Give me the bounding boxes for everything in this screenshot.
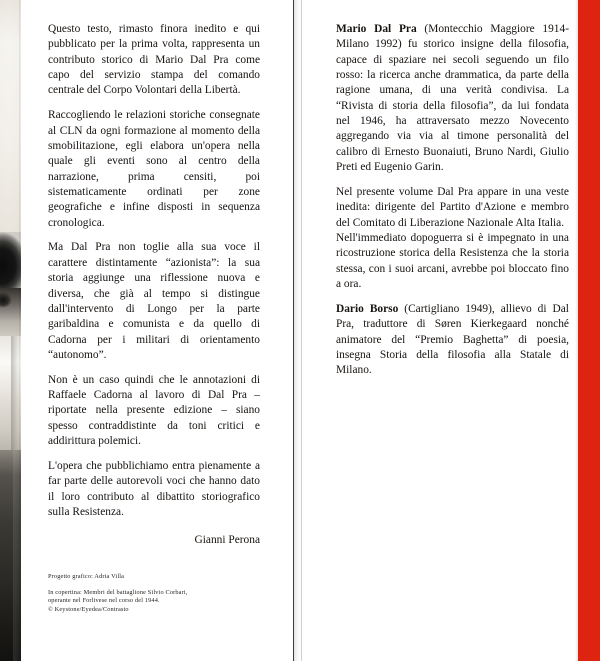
colophon-credits — [48, 573, 298, 614]
photo-partisan-face-region — [0, 288, 21, 342]
credit-cover-photo — [48, 589, 298, 615]
bio-borso-body: (Cartigliano 1949), allievo di Dal Pra, traduttore di Søren Kierkegaard nonché animatore del “Premio Baghetta” di poesia, insegna Storia della filosofia alla Statale di Milano. — [336, 302, 569, 377]
spine-fold-shadow — [294, 0, 304, 661]
credit-cover-photo-line-1: In copertina: Membri del battaglione Silvio Corbari, — [48, 588, 188, 596]
blurb-paragraph-2: Raccogliendo le relazioni storiche consegnate al CLN da ogni formazione al momento della smobilitazione, egli elabora un'opera nella quale gli eventi sono al centro della narrazione, prima censiti, poi sistematicamente ordinati per zone geografiche e infine disposti in sequenza cronologica. — [48, 109, 260, 229]
red-accent-band — [578, 0, 600, 661]
credit-graphic-design: Progetto grafico: Adria Villa — [48, 573, 125, 580]
cover-photograph-strip — [0, 0, 21, 661]
photo-partisan-trousers-region — [0, 450, 21, 661]
photo-partisan-shirt-region — [0, 336, 21, 456]
spine-fold-line-secondary — [301, 0, 302, 661]
bio-dal-pra-paragraph-3: Nell'immediato dopoguerra si è impegnato in una ricostruzione storica della Resistenza che la storia stessa, con i suoi arcani, avrebbe poi bloccato fino a ora. — [336, 231, 569, 290]
author-bios-column — [336, 22, 569, 379]
bio-dal-pra-body-1: (Montecchio Maggiore 1914-Milano 1992) fu storico insigne della filosofia, capace di spaziare nei secoli seguendo un filo rosso: la ricerca anche drammatica, da parte della ragione umana, di una verità condivisa. La “Rivista di storia della filosofia”, da lui fondata nel 1946, ha attraversato mezzo Novecento aggregando via via al timone personalità del calibro di Ernesto Buonaiuti, Bruno Nardi, Giulio Preti ed Eugenio Garin. — [336, 23, 569, 174]
bio-borso-paragraph — [336, 302, 569, 379]
bio-dal-pra-paragraph-2: Nel presente volume Dal Pra appare in una veste inedita: dirigente del Partito d'Azione e membro del Comitato di Liberazione Nazionale Alta Italia. — [336, 185, 569, 229]
credit-copyright: © Keystone/Eyedea/Contrasto — [48, 605, 129, 613]
blurb-paragraph-5: L'opera che pubblichiamo entra pienamente a far parte delle autorevoli voci che hanno dato il loro contributo al dibattito storiografico sulla Resistenza. — [48, 459, 260, 518]
photo-background-region — [0, 0, 21, 236]
blurb-paragraph-1: Questo testo, rimasto finora inedito e qui pubblicato per la prima volta, rappresenta un contributo storico di Mario Dal Pra come capo del servizio stampa del comando centrale del Corpo Volontari della Libertà. — [48, 23, 260, 97]
credit-cover-photo-line-2: operante nel Forlivese nel corso del 1944. — [48, 597, 160, 605]
bio-dal-pra-name: Mario Dal Pra — [336, 23, 417, 35]
blurb-column — [48, 22, 260, 549]
photo-strip-edge — [19, 0, 21, 661]
bio-dal-pra-paragraph-1 — [336, 22, 569, 175]
bio-borso-name: Dario Borso — [336, 302, 399, 315]
photo-partisan-hair-region — [0, 232, 21, 294]
blurb-signature: Gianni Perona — [194, 534, 260, 547]
blurb-paragraph-4: Non è un caso quindi che le annotazioni di Raffaele Cadorna al lavoro di Dal Pra – riportate nella presente edizione – siano spesso contraddistinte da toni critici e addirittura polemici. — [48, 373, 260, 448]
blurb-paragraph-3: Ma Dal Pra non toglie alla sua voce il carattere distintamente “azionista”: la sua storia aggiunge una riflessione nuova e diversa, che già al tempo si distingue dall'intervento di Longo per la parte garibaldina e comunista e da quello di Cadorna per i militari di orientamento “autonomo”. — [48, 241, 260, 361]
